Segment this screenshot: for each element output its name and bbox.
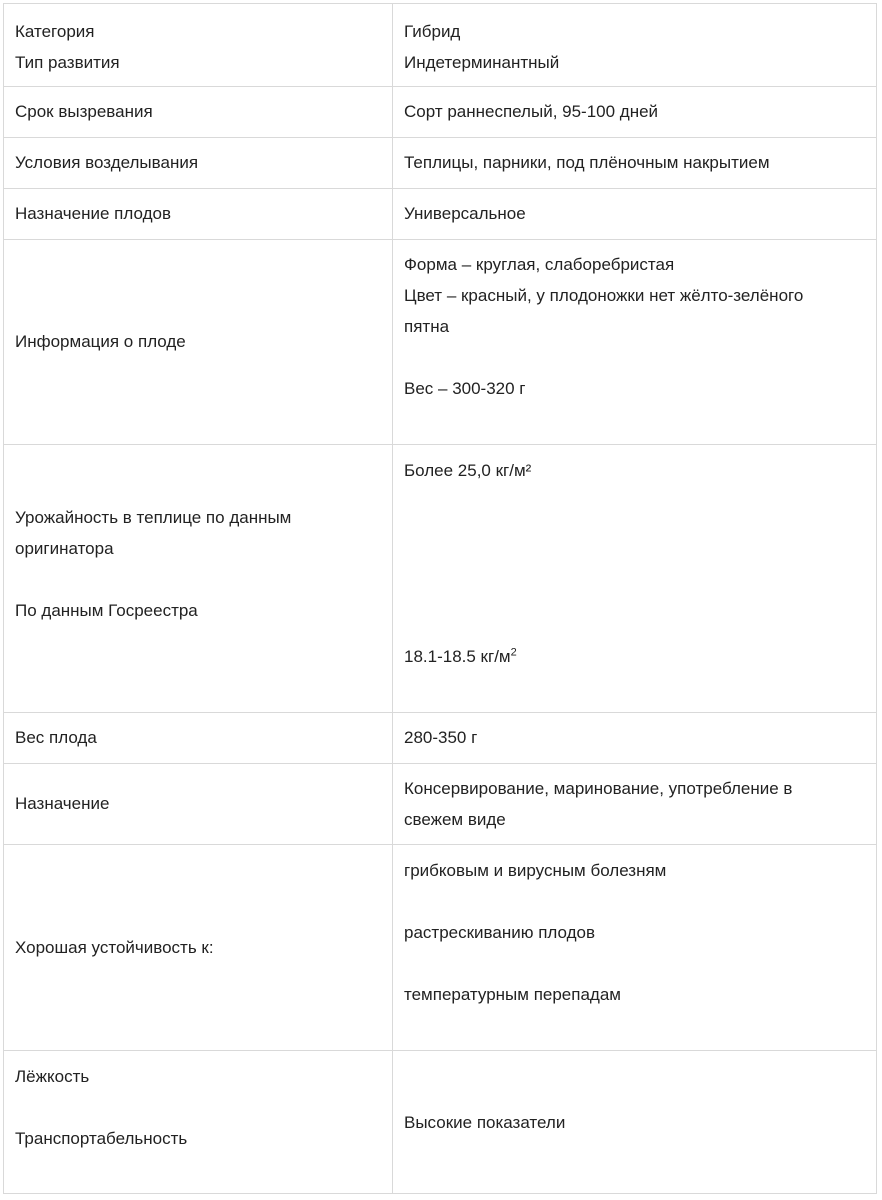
table-row bbox=[4, 1051, 877, 1194]
value-resistance-temperature: температурным перепадам bbox=[404, 985, 621, 1004]
value-cell bbox=[393, 713, 877, 763]
label-fruit-info: Информация о плоде bbox=[15, 332, 186, 351]
label-yield-originator-cont: оригинатора bbox=[15, 539, 114, 558]
value-ripening: Сорт раннеспелый, 95-100 дней bbox=[404, 102, 659, 121]
label-cell bbox=[4, 240, 393, 444]
table-row bbox=[4, 189, 877, 240]
label-cell bbox=[4, 189, 393, 239]
label-cell bbox=[4, 4, 393, 86]
value-cell bbox=[393, 764, 877, 844]
label-fruit-weight: Вес плода bbox=[15, 728, 97, 747]
label-ripening: Срок вызревания bbox=[15, 102, 153, 121]
label-cell bbox=[4, 764, 393, 844]
value-fruit-weight: Вес – 300-320 г bbox=[404, 379, 526, 398]
label-cell bbox=[4, 445, 393, 712]
value-cell bbox=[393, 4, 877, 86]
table-row bbox=[4, 87, 877, 138]
value-growth-type: Индетерминантный bbox=[404, 53, 560, 72]
value-purpose: Консервирование, маринование, употребление в bbox=[404, 779, 793, 798]
value-resistance-diseases: грибковым и вирусным болезням bbox=[404, 861, 667, 880]
label-yield-originator: Урожайность в теплице по данным bbox=[15, 508, 292, 527]
label-growth-type: Тип развития bbox=[15, 53, 120, 72]
table-row bbox=[4, 713, 877, 764]
label-cell bbox=[4, 138, 393, 188]
label-purpose: Назначение bbox=[15, 794, 110, 813]
label-cell bbox=[4, 1051, 393, 1193]
value-cell bbox=[393, 845, 877, 1050]
table-row bbox=[4, 764, 877, 845]
value-cell bbox=[393, 189, 877, 239]
value-yield-registry-exponent: 2 bbox=[510, 646, 517, 659]
value-cell bbox=[393, 138, 877, 188]
table-row bbox=[4, 845, 877, 1051]
value-growing-conditions: Теплицы, парники, под плёночным накрытием bbox=[404, 153, 770, 172]
value-cell bbox=[393, 87, 877, 137]
label-transportability: Транспортабельность bbox=[15, 1129, 188, 1148]
value-purpose-cont: свежем виде bbox=[404, 810, 506, 829]
label-growing-conditions: Условия возделывания bbox=[15, 153, 199, 172]
value-fruit-weight-range: 280-350 г bbox=[404, 728, 478, 747]
value-yield-originator: Более 25,0 кг/м² bbox=[404, 461, 532, 480]
value-cell bbox=[393, 1051, 877, 1193]
table-row bbox=[4, 240, 877, 445]
label-cell bbox=[4, 87, 393, 137]
label-fruit-purpose: Назначение плодов bbox=[15, 204, 171, 223]
value-yield-registry-text: 18.1-18.5 кг/м bbox=[404, 647, 511, 666]
table-row bbox=[4, 445, 877, 713]
value-yield-registry bbox=[404, 641, 517, 672]
value-cell bbox=[393, 445, 877, 712]
label-category: Категория bbox=[15, 22, 95, 41]
label-cell bbox=[4, 713, 393, 763]
label-yield-registry: По данным Госреестра bbox=[15, 601, 198, 620]
table-row bbox=[4, 4, 877, 87]
label-keeping-quality: Лёжкость bbox=[15, 1067, 90, 1086]
value-keeping-transport: Высокие показатели bbox=[404, 1113, 566, 1132]
value-resistance-cracking: растрескиванию плодов bbox=[404, 923, 595, 942]
table-row bbox=[4, 138, 877, 189]
label-cell bbox=[4, 845, 393, 1050]
label-resistance: Хорошая устойчивость к: bbox=[15, 938, 214, 957]
characteristics-table bbox=[3, 3, 877, 1194]
value-category: Гибрид bbox=[404, 22, 461, 41]
value-cell bbox=[393, 240, 877, 444]
value-fruit-shape: Форма – круглая, слаборебристая bbox=[404, 255, 675, 274]
value-fruit-color: Цвет – красный, у плодоножки нет жёлто-зелёного bbox=[404, 286, 804, 305]
value-fruit-purpose: Универсальное bbox=[404, 204, 526, 223]
value-fruit-color-cont: пятна bbox=[404, 317, 450, 336]
